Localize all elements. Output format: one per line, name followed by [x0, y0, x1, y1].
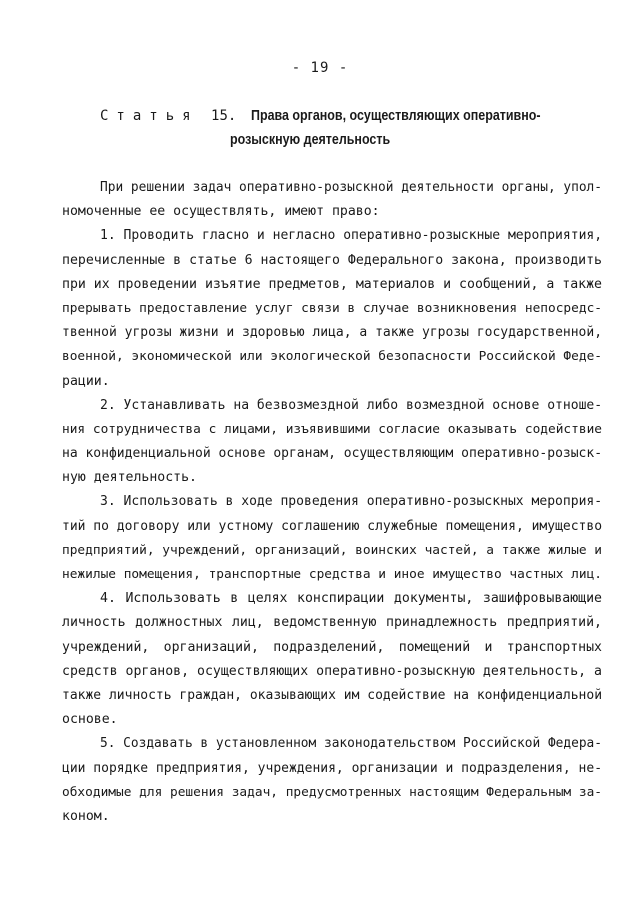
- body-line: номоченные ее осуществлять, имеют право:: [62, 204, 380, 220]
- body-line: 4. Использовать в целях конспирации документы, зашифровывающие: [100, 591, 602, 607]
- body-line: личность должностных лиц, ведомственную принадлежность предприятий,: [62, 615, 602, 631]
- body-line: нежилые помещения, транспортные средства и иное имущество частных лиц.: [62, 567, 602, 582]
- body-line: коном.: [62, 808, 110, 824]
- article-title-line-1: Права органов, осуществляющих оперативно-: [250, 108, 541, 124]
- body-line: ния сотрудничества с лицами, изъявившими согласие оказывать содействие: [62, 421, 602, 437]
- article-number: 15.: [211, 108, 237, 124]
- body-line: 1. Проводить гласно и негласно оперативно-розыскные мероприятия,: [100, 228, 603, 244]
- body-line: также личность граждан, оказывающих им содействие на конфиденциальной: [62, 687, 603, 703]
- body-line: 5. Создавать в установленном законодательством Российской Федера-: [100, 736, 603, 752]
- page-number: - 19 -: [291, 60, 349, 76]
- body-line: основе.: [62, 712, 118, 728]
- article-title-line-2: розыскную деятельность: [230, 132, 391, 148]
- body-line: учреждений, организаций, подразделений, помещений и транспортных: [62, 639, 602, 655]
- body-line: 3. Использовать в ходе проведения оперативно-розыскных мероприя-: [100, 494, 603, 510]
- body-line: средств органов, осуществляющих оперативно-розыскную деятельность, а: [62, 663, 602, 679]
- article-heading: [100, 104, 600, 152]
- body-line: прерывать предоставление услуг связи в случае возникновения непосредс-: [62, 300, 602, 316]
- body-line: 2. Устанавливать на безвозмездной либо возмездной основе отноше-: [100, 397, 603, 413]
- body-line: ную деятельность.: [62, 470, 197, 486]
- article-body: [62, 176, 602, 829]
- body-line: При решении задач оперативно-розыскной деятельности органы, упол-: [100, 180, 603, 195]
- body-line: перечисленные в статье 6 настоящего Федерального закона, производить: [62, 252, 602, 268]
- body-line: ции порядке предприятия, учреждения, организации и подразделения, не-: [62, 760, 603, 776]
- body-line: тий по договору или устному соглашению служебные помещения, имущество: [62, 518, 603, 534]
- body-line: обходимые для решения задач, предусмотренных настоящим Федеральным за-: [62, 784, 602, 800]
- body-line: на конфиденциальной основе органам, осуществляющим оперативно-розыск-: [62, 446, 603, 462]
- body-line: при их проведении изъятие предметов, материалов и сообщений, а также: [62, 276, 602, 292]
- body-line: предприятий, учреждений, организаций, воинских частей, а также жилые и: [62, 542, 602, 558]
- body-line: военной, экономической или экологической безопасности Российской Феде-: [62, 349, 602, 365]
- body-line: рации.: [62, 373, 110, 389]
- body-line: твенной угрозы жизни и здоровью лица, а также угрозы государственной,: [62, 325, 603, 341]
- article-word: Статья: [100, 108, 199, 124]
